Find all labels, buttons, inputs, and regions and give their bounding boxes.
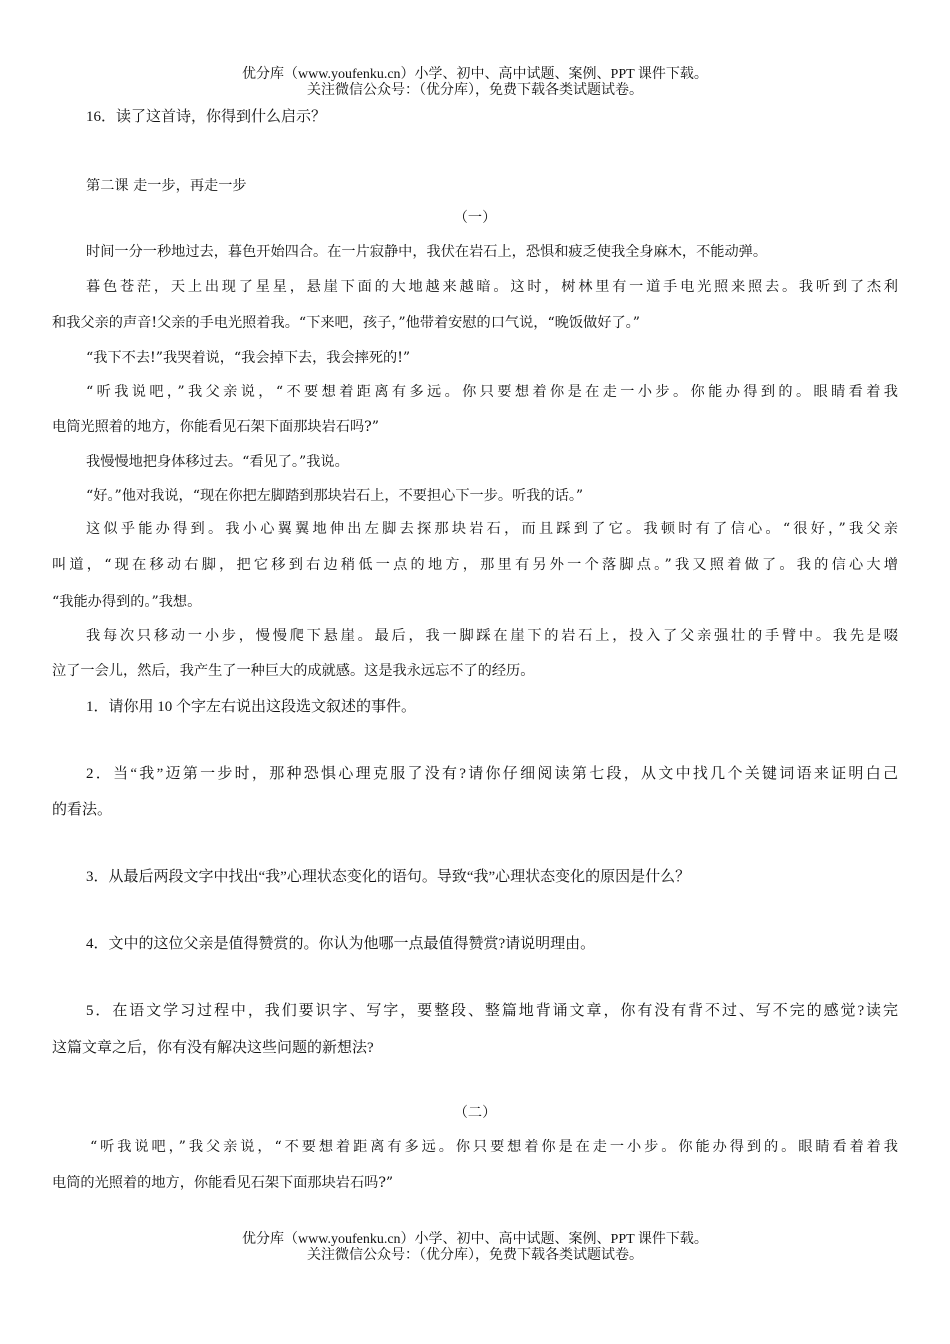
footer-line-2: 关注微信公众号：（优分库），免费下载各类试题试卷。 [307,1248,643,1263]
question-2-cont: 的看法。 [52,802,113,818]
question-5: 5．在语文学习过程中，我们要识字、写字，要整段、整篇地背诵文章，你有没有背不过、写不完的感觉?读完 [86,1003,898,1019]
passage-1-line: 时间一分一秒地过去，暮色开始四合。在一片寂静中，我伏在岩石上，恐惧和疲乏使我全身麻木，不能动弹。 [86,244,768,260]
question-3: 3．从最后两段文字中找出“我”心理状态变化的语句。导致“我”心理状态变化的原因是什么？ [86,869,691,885]
passage-1-line: “好。”他对我说，“现在你把左脚踏到那块岩石上，不要担心下一步。听我的话。” [86,488,584,504]
header-line-2: 关注微信公众号：（优分库），免费下载各类试题试卷。 [307,83,643,98]
question-5-cont: 这篇文章之后，你有没有解决这些问题的新想法? [52,1040,374,1056]
passage-1-line: 和我父亲的声音!父亲的手电光照着我。“下来吧，孩子，”他带着安慰的口气说，“晚饭做好了。” [52,315,641,331]
passage-1-line: 暮色苍茫，天上出现了星星，悬崖下面的大地越来越暗。这时，树林里有一道手电光照来照去。我听到了杰利 [86,279,898,295]
question-16: 16．读了这首诗，你得到什么启示？ [86,109,327,125]
question-1: 1．请你用 10 个字左右说出这段选文叙述的事件。 [86,699,417,715]
question-4: 4．文中的这位父亲是值得赞赏的。你认为他哪一点最值得赞赏?请说明理由。 [86,936,596,952]
passage-2-line: 电筒的光照着的地方，你能看见石架下面那块岩石吗?” [52,1175,394,1191]
passage-2-line: “听我说吧，”我父亲说，“不要想着距离有多远。你只要想着你是在走一小步。你能办得到的。眼睛看着着我 [90,1139,898,1155]
lesson-title: 第二课 走一步，再走一步 [86,178,247,194]
passage-1-line: 我每次只移动一小步，慢慢爬下悬崖。最后，我一脚踩在崖下的岩石上，投入了父亲强壮的手臂中。我先是啜 [86,628,898,644]
passage-1-line: 叫道，“现在移动右脚，把它移到右边稍低一点的地方，那里有另外一个落脚点。”我又照着做了。我的信心大增 [52,557,898,573]
passage-1-line: 电筒光照着的地方，你能看见石架下面那块岩石吗?” [52,419,379,435]
passage-1-line: “我下不去!”我哭着说，“我会掉下去，我会摔死的!” [86,350,411,366]
passage-1-line: “我能办得到的。”我想。 [52,594,202,610]
passage-1-line: 这似乎能办得到。我小心翼翼地伸出左脚去探那块岩石，而且踩到了它。我顿时有了信心。“很好，”我父亲 [86,521,898,537]
section-2-label: （二） [453,1105,497,1121]
passage-1-line: “听我说吧，”我父亲说，“不要想着距离有多远。你只要想着你是在走一小步。你能办得到的。眼睛看着我 [86,384,898,400]
footer-line-1: 优分库（www.youfenku.cn）小学、初中、高中试题、案例、PPT 课件下载。 [242,1232,708,1247]
question-2: 2．当“我”迈第一步时，那种恐惧心理克服了没有?请你仔细阅读第七段，从文中找几个关键词语来证明白己 [86,766,898,782]
passage-1-line: 我慢慢地把身体移过去。“看见了。”我说。 [86,454,349,470]
passage-1-line: 泣了一会儿，然后，我产生了一种巨大的成就感。这是我永远忘不了的经历。 [52,663,535,679]
section-1-label: （一） [453,210,497,226]
header-line-1: 优分库（www.youfenku.cn）小学、初中、高中试题、案例、PPT 课件下载。 [242,67,708,82]
